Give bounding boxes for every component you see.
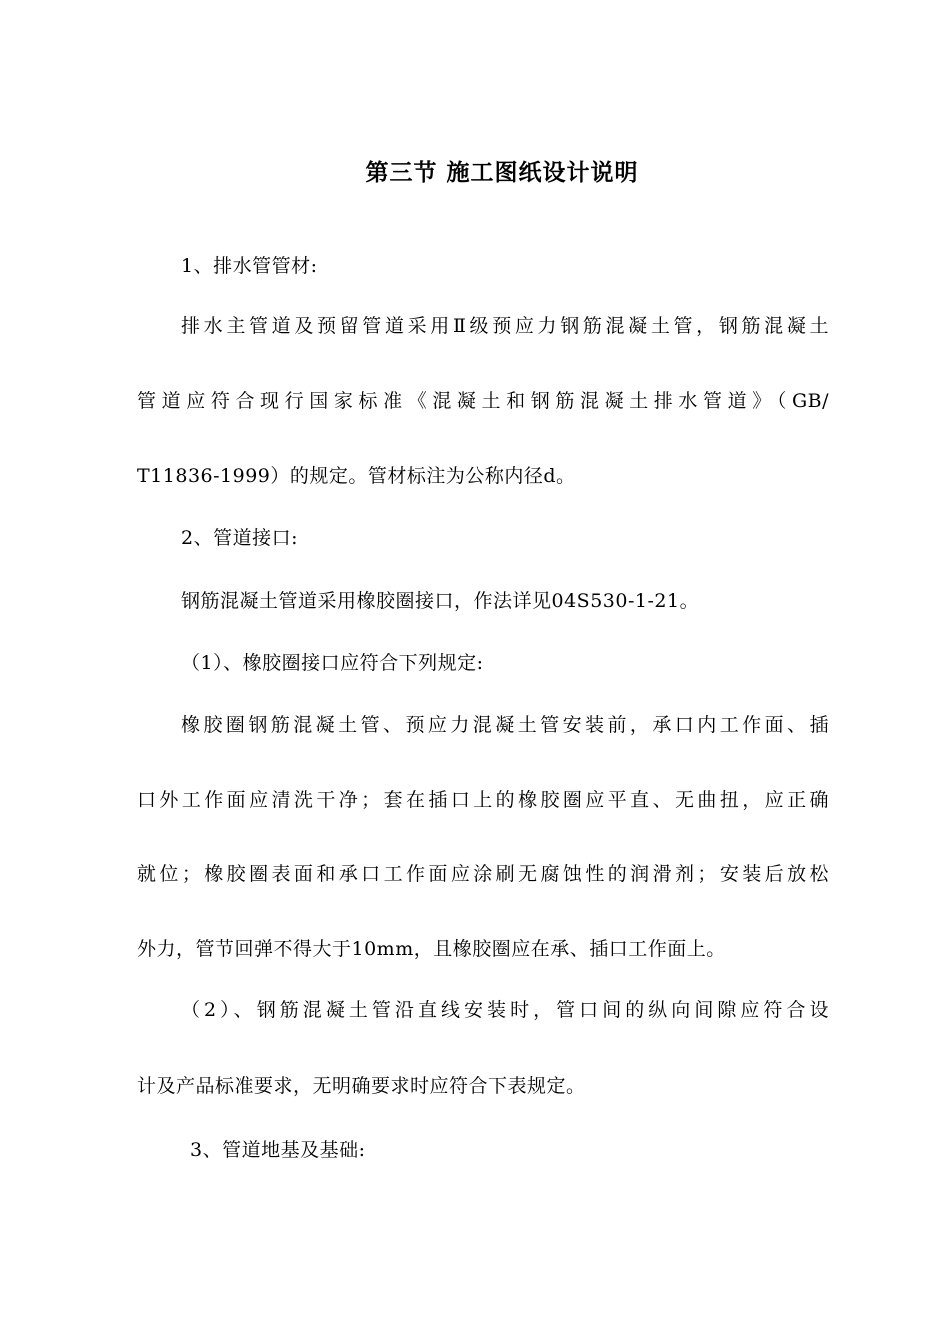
paragraph-line: 口外工作面应清洗干净；套在插口上的橡胶圈应平直、无曲扭，应正确: [137, 789, 829, 811]
paragraph-line: 计及产品标准要求，无明确要求时应符合下表规定。: [137, 1075, 586, 1097]
page-title: 第三节 施工图纸设计说明: [365, 160, 639, 186]
paragraph-line: 排水主管道及预留管道采用Ⅱ级预应力钢筋混凝土管，钢筋混凝土: [181, 315, 829, 337]
paragraph-line: 钢筋混凝土管道采用橡胶圈接口，作法详见04S530-1-21。: [181, 590, 700, 612]
paragraph-line: 管道应符合现行国家标准《混凝土和钢筋混凝土排水管道》（GB/: [137, 390, 829, 412]
paragraph-line: 就位；橡胶圈表面和承口工作面应涂刷无腐蚀性的润滑剂；安装后放松: [137, 863, 829, 885]
paragraph-line: 外力，管节回弹不得大于10mm，且橡胶圈应在承、插口工作面上。: [137, 938, 726, 960]
section-heading-pipe-joint: 2、管道接口:: [181, 527, 298, 549]
paragraph-line: 橡胶圈钢筋混凝土管、预应力混凝土管安装前，承口内工作面、插: [181, 714, 829, 736]
section-heading-pipe-material: 1、排水管管材:: [181, 255, 318, 277]
paragraph-line: T11836-1999）的规定。管材标注为公称内径d。: [137, 465, 576, 487]
section-heading-pipe-foundation: 3、管道地基及基础:: [190, 1139, 366, 1161]
subsection-heading-rubber-ring: （1）、橡胶圈接口应符合下列规定:: [181, 652, 484, 674]
subsection-heading-straight-install: （2）、钢筋混凝土管沿直线安装时，管口间的纵向间隙应符合设: [181, 999, 829, 1021]
